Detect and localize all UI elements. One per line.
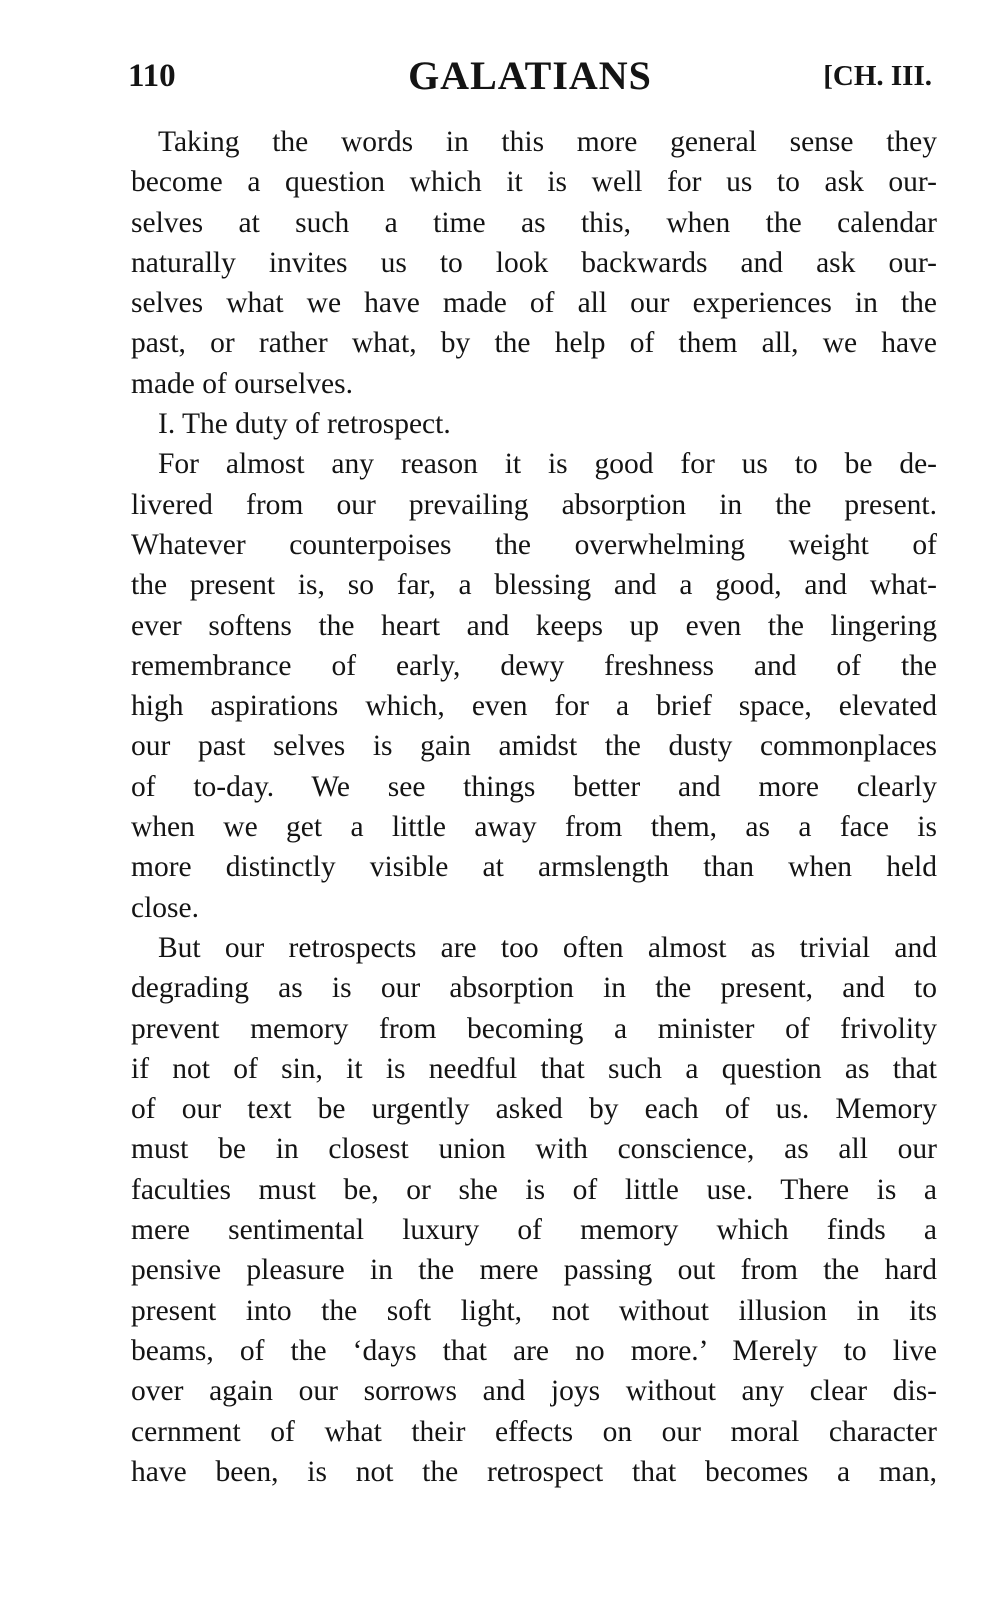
book-title: GALATIANS bbox=[408, 53, 652, 98]
text-line: over again our sorrows and joys without any clear dis- bbox=[131, 1375, 937, 1408]
text-line: beams, of the ‘days that are no more.’ Merely to live bbox=[131, 1334, 937, 1367]
text-line: if not of sin, it is needful that such a question as that bbox=[131, 1052, 937, 1085]
chapter-reference: [CH. III. bbox=[823, 60, 932, 92]
text-line: more distinctly visible at armslength than when held bbox=[131, 851, 937, 884]
text-line: of to-day. We see things better and more clearly bbox=[131, 770, 937, 803]
text-line: prevent memory from becoming a minister of frivolity bbox=[131, 1012, 937, 1045]
text-line: our past selves is gain amidst the dusty commonplaces bbox=[131, 730, 937, 763]
text-line: become a question which it is well for us to ask our- bbox=[131, 166, 937, 199]
text-line: must be in closest union with conscience, as all our bbox=[131, 1133, 937, 1166]
text-line: pensive pleasure in the mere passing out from the hard bbox=[131, 1254, 937, 1287]
section-heading: I. The duty of retrospect. bbox=[158, 408, 451, 441]
text-line: selves what we have made of all our experiences in the bbox=[131, 287, 937, 320]
text-line: of our text be urgently asked by each of us. Memory bbox=[131, 1093, 937, 1126]
body-text bbox=[131, 122, 937, 1492]
text-line: have been, is not the retrospect that becomes a man, bbox=[131, 1455, 937, 1488]
text-line: when we get a little away from them, as a face is bbox=[131, 811, 937, 844]
text-line: remembrance of early, dewy freshness and of the bbox=[131, 649, 937, 682]
text-line: livered from our prevailing absorption in the present. bbox=[131, 488, 937, 521]
text-line: Whatever counterpoises the overwhelming weight of bbox=[131, 528, 937, 561]
text-line: cernment of what their effects on our moral character bbox=[131, 1415, 937, 1448]
running-head bbox=[128, 52, 932, 102]
text-line: naturally invites us to look backwards and ask our- bbox=[131, 246, 937, 279]
text-line: past, or rather what, by the help of them all, we have bbox=[131, 327, 937, 360]
text-line: mere sentimental luxury of memory which finds a bbox=[131, 1214, 937, 1247]
text-line: high aspirations which, even for a brief space, elevated bbox=[131, 690, 937, 723]
text-line: close. bbox=[131, 891, 199, 924]
text-line: selves at such a time as this, when the calendar bbox=[131, 206, 937, 239]
text-line: But our retrospects are too often almost as trivial and bbox=[158, 931, 937, 964]
text-line: Taking the words in this more general sense they bbox=[158, 126, 937, 158]
text-line: ever softens the heart and keeps up even the lingering bbox=[131, 609, 937, 642]
page-number: 110 bbox=[128, 58, 176, 94]
text-line: present into the soft light, not without illusion in its bbox=[131, 1294, 937, 1327]
text-line: faculties must be, or she is of little use. There is a bbox=[131, 1173, 937, 1206]
text-line: the present is, so far, a blessing and a good, and what- bbox=[131, 569, 937, 602]
text-line: For almost any reason it is good for us to be de- bbox=[158, 448, 937, 481]
text-line: degrading as is our absorption in the present, and to bbox=[131, 972, 937, 1005]
text-line: made of ourselves. bbox=[131, 367, 353, 400]
